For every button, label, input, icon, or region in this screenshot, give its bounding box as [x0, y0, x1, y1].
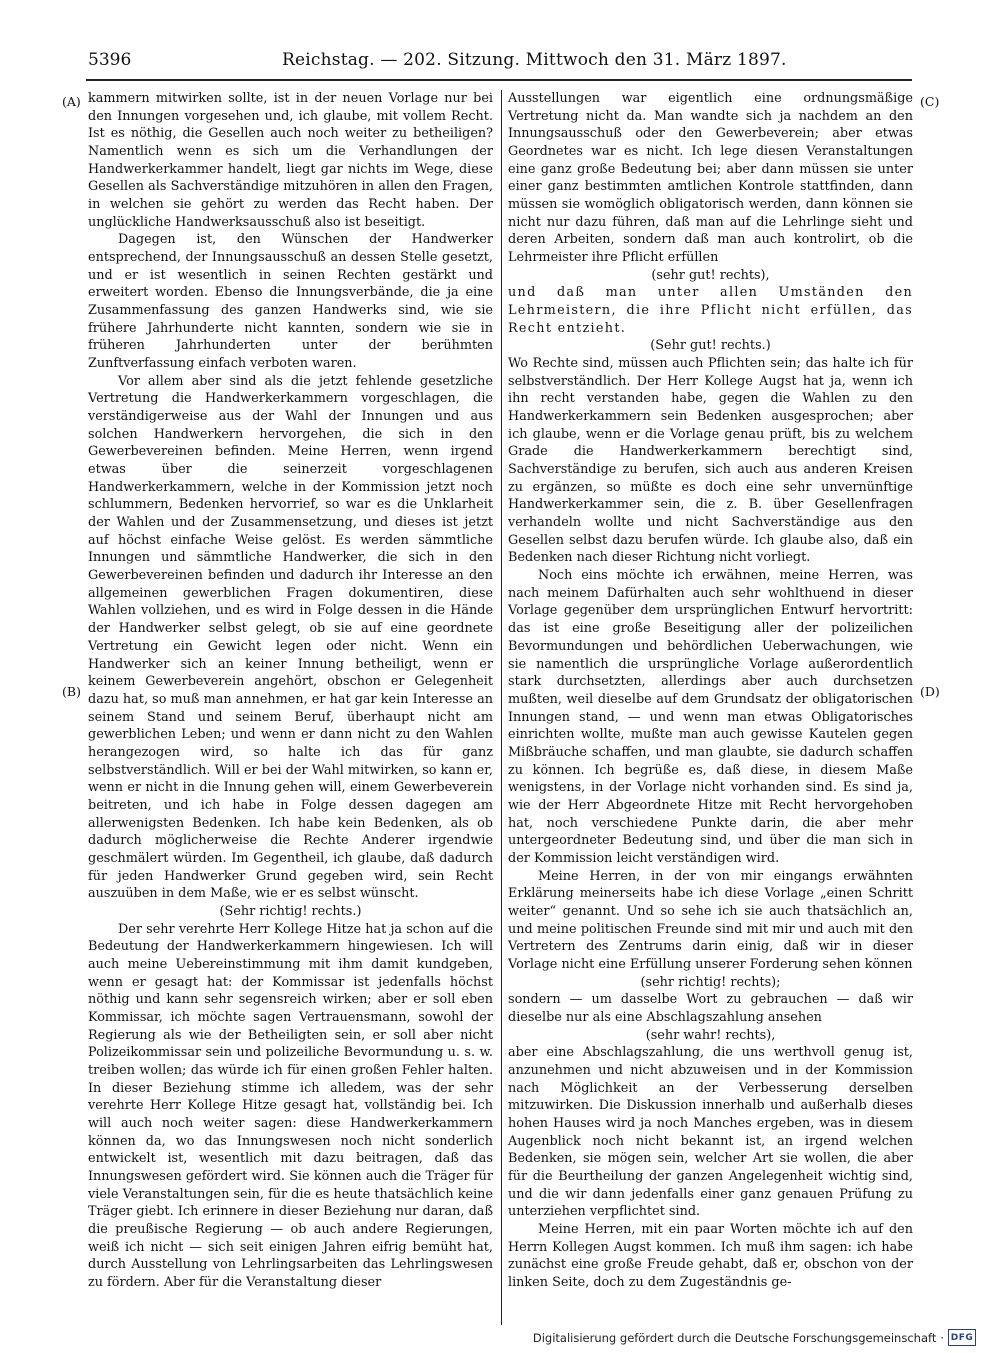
paragraph: Noch eins möchte ich erwähnen, meine Herren, was nach meinem Dafürhalten auch sehr wohlthuend in dieser Vorlage gegenüber dem ursprünglichen Entwurf hervortritt: das ist eine große Beseitigung aller der polizeilichen Bevormundungen und behördlichen Ueberwachungen, wie sie namentlich die ursprüngliche Vorlage außerordentlich stark durchsetzten, allerdings aber auch durchsetzen mußten, weil dieselbe auf dem Grundsatz der obligatorischen Innungen stand, — und wenn man etwas Obligatorisches einrichten wollte, mußte man auch gewisse Kautelen gegen Mißbräuche schaffen, und man glaubte, sie dadurch schaffen zu können. Ich begrüße es, daß diese, in diesem Maße wenigstens, in der Vorlage nicht vorhanden sind. Es sind ja, wie der Herr Abgeordnete Hitze mit Recht hervorgehoben hat, noch verschiedene Punkte darin, die aber mehr untergeordneter Bedeutung sind, und über die man sich in der Kommission leicht verständigen wird. [508, 568, 913, 866]
digitization-footer: Digitalisierung gefördert durch die Deutsche Forschungsgemeinschaft · DFG [533, 1329, 976, 1346]
margin-mark-b: (B) [62, 684, 81, 699]
paragraph: Dagegen ist, den Wünschen der Handwerker entsprechend, der Innungsausschuß an dessen Stelle gesetzt, und er ist wesentlich in seinen Rechten gestärkt und erweitert worden. Ebenso die Innungsverbände, die ja eine Zusammenfassung des ganzen Handwerks sind, wie sie frühere Jahrhunderte nicht kannten, sondern wie sie in früheren Jahrhunderten unter der berühmten Zunftverfassung einfach verboten waren. [88, 232, 493, 372]
interjection: (Sehr gut! rechts.) [650, 338, 771, 354]
dfg-logo-icon: DFG [948, 1329, 976, 1346]
paragraph: sondern — um dasselbe Wort zu gebrauchen — daß wir dieselbe nur als eine Abschlagszahlung ansehen [508, 992, 913, 1025]
paragraph: kammern mitwirken sollte, ist in der neuen Vorlage nur bei den Innungen vorgesehen und, ich glaube, mit vollem Recht. Ist es nöthig, die Gesellen auch noch weiter zu betheiligen? Namentlich wenn es sich um die Verhandlungen der Handwerkerkammer handelt, liegt gar nichts im Wege, diese Gesellen als Sachverständige mitzuhören in allen den Fragen, in welchen sie gehört zu werden das Recht haben. Der unglückliche Handwerksausschuß also ist beseitigt. [88, 91, 493, 230]
margin-mark-d: (D) [920, 684, 940, 699]
paragraph: Ausstellungen war eigentlich eine ordnungsmäßige Vertretung nicht da. Man wandte sich ja nachdem an den Innungsausschuß oder den Gewerbeverein; aber etwas Geordnetes war es nicht. Ich lege diesen Veranstaltungen eine ganz große Bedeutung bei; aber dann müssen sie unter einer ganz bestimmten amtlichen Kontrole stattfinden, dann müssen sie womöglich obligatorisch werden, dann können sie nicht nur dazu führen, daß man auf die Lehrlinge sieht und deren Arbeiten, sondern daß man auch kontrolirt, ob die Lehrmeister ihre Pflicht erfüllen [508, 91, 913, 266]
header-rule [86, 79, 912, 81]
paragraph: Vor allem aber sind als die jetzt fehlende gesetzliche Vertretung die Handwerkerkammern vorgeschlagen, die verständigerweise aus der Wahl der Innungen und aus solchen Handwerkern hervorgehen, die sich in den Gewerbevereinen befinden. Meine Herren, wenn irgend etwas über die seinerzeit vorgeschlagenen Handwerkerkammern, welche in der Kommission jetzt noch schlummern, Bedenken hervorrief, so war es die Unklarheit der Wahlen und der Zusammensetzung, und dieses ist jetzt auf höchst einfache Weise gelöst. Es werden sämmtliche Innungen und sämmtliche Handwerker, die sich in den Gewerbevereinen befinden und dadurch ihr Interesse an den allgemeinen gewerblichen Fragen dokumentiren, diese Wahlen vollziehen, und es wird in Folge dessen in die Hände der Handwerker selbst gelegt, ob sie auf eine geordnete Vertretung ein Gewicht legen oder nicht. Wenn ein Handwerker sich an keiner Innung betheiligt, wenn er keinem Gewerbeverein angehört, obschon er Gelegenheit dazu hat, so muß man annehmen, er hat gar kein Interesse an seinem Stand und seinem Beruf, überhaupt nicht am gewerblichen Leben; und wenn er dann nicht zu den Wahlen herangezogen wird, so halte ich das für ganz selbstverständlich. Will er bei der Wahl mitwirken, so kann er, wenn er nicht in die Innung gehen will, einem Gewerbeverein beitreten, und ich habe in Folge dessen dagegen am allerwenigsten Bedenken. Ich habe kein Bedenken, als ob dadurch möglicherweise die Rechte Anderer irgendwie geschmälert würden. Im Gegentheil, ich glaube, daß dadurch für jeden Handwerker Grund gegeben wird, sein Recht auszuüben in dem Maße, wie er es selbst wünscht. [88, 373, 493, 902]
footer-text: Digitalisierung gefördert durch die Deutsche Forschungsgemeinschaft [532, 1330, 937, 1345]
margin-mark-a: (A) [62, 94, 81, 109]
margin-mark-c: (C) [920, 94, 940, 109]
interjection: (sehr gut! rechts), [651, 267, 770, 283]
interjection: (Sehr richtig! rechts.) [219, 903, 362, 919]
paragraph: Der sehr verehrte Herr Kollege Hitze hat ja schon auf die Bedeutung der Handwerkerkammern hingewiesen. Ich will auch meine Uebereinstimmung mit ihm damit kundgeben, wenn er gesagt hat: der Kommissar ist jedenfalls höchst nöthig und kann sehr segensreich wirken; aber er soll eben Kommissar, ich möchte sagen Vertrauensmann, sowohl der Regierung als wie der Betheiligten sein, er soll aber nicht Polizeikommissar sein und polizeiliche Bevormundung u. s. w. treiben wollen; das würde ich für einen großen Fehler halten. In dieser Beziehung stimme ich alledem, was der sehr verehrte Herr Kollege Hitze gesagt hat, vollständig bei. Ich will auch noch weiter sagen: diese Handwerkerkammern können da, wo das Innungswesen noch nicht sonderlich entwickelt ist, wesentlich mit dazu beitragen, daß das Innungswesen gefördert wird. Sie können auch die Träger für viele Veranstaltungen sein, für die es heute thatsächlich keine Träger giebt. Ich erinnere in dieser Beziehung nur daran, daß die preußische Regierung — ob auch andere Regierungen, weiß ich nicht — sich seit einigen Jahren eifrig bemüht hat, durch Ausstellung von Lehrlingsarbeiten das Lehrlingswesen zu fördern. Aber für die Veranstaltung dieser [88, 921, 493, 1291]
left-column [88, 90, 493, 1292]
interjection: (sehr wahr! rechts), [645, 1027, 776, 1043]
paragraph: und daß man unter allen Umständen den Lehrmeistern, die ihre Pflicht nicht erfüllen, das Recht entzieht. [508, 285, 913, 336]
paragraph: aber eine Abschlagszahlung, die uns werthvoll genug ist, anzunehmen und nicht abzuweisen und in der Kommission nach Möglichkeit an der Verbesserung derselben mitzuwirken. Die Diskussion innerhalb und außerhalb dieses hohen Hauses wird ja noch Manches ergeben, was in diesem Augenblick noch nicht bekannt ist, an irgend welchen Bedenken, sie mögen sein, welcher Art sie wollen, die aber für die Beurtheilung der ganzen Angelegenheit wichtig sind, und die wir dann jedenfalls einer ganz genauen Prüfung zu unterziehen verpflichtet sind. [508, 1045, 913, 1220]
right-column [508, 90, 913, 1292]
interjection: (sehr richtig! rechts); [640, 974, 781, 990]
page-number: 5396 [88, 50, 132, 70]
paragraph: Meine Herren, in der von mir eingangs erwähnten Erklärung meinerseits habe ich diese Vorlage „einen Schritt weiter“ genannt. Und so sehe ich sie auch thatsächlich an, und meine politischen Freunde sind mit mir und auch mit den Vertretern des Zentrums darin einig, daß wir in dieser Vorlage nicht eine Erfüllung unserer Forderung sehen können [508, 868, 913, 972]
running-header: Reichstag. — 202. Sitzung. Mittwoch den 31. März 1897. [282, 50, 787, 70]
paragraph: Wo Rechte sind, müssen auch Pflichten sein; das halte ich für selbstverständlich. Der Herr Kollege Augst hat ja, wenn ich ihn recht verstanden habe, gegen die Wahlen zu den Handwerkerkammern sein Bedenken ausgesprochen; aber ich glaube, wenn er die Vorlage genau prüft, bis zu welchem Grade die Handwerkerkammern berechtigt sind, Sachverständige zu berufen, sich auch aus anderen Kreisen zu ergänzen, so müßte es doch eine sehr unvernünftige Handwerkerkammer sein, die z. B. über Gesellenfragen verhandeln wollte und nicht Sachverständige aus den Gesellen selbst dazu berufen würde. Ich glaube also, daß ein Bedenken nach dieser Richtung nicht vorliegt. [508, 356, 913, 566]
column-divider [501, 90, 502, 1325]
paragraph: Meine Herren, mit ein paar Worten möchte ich auf den Herrn Kollegen Augst kommen. Ich muß ihm sagen: ich habe zunächst eine große Freude gehabt, daß er, obschon von der linken Seite, doch zu dem Zugeständnis ge- [508, 1222, 913, 1291]
